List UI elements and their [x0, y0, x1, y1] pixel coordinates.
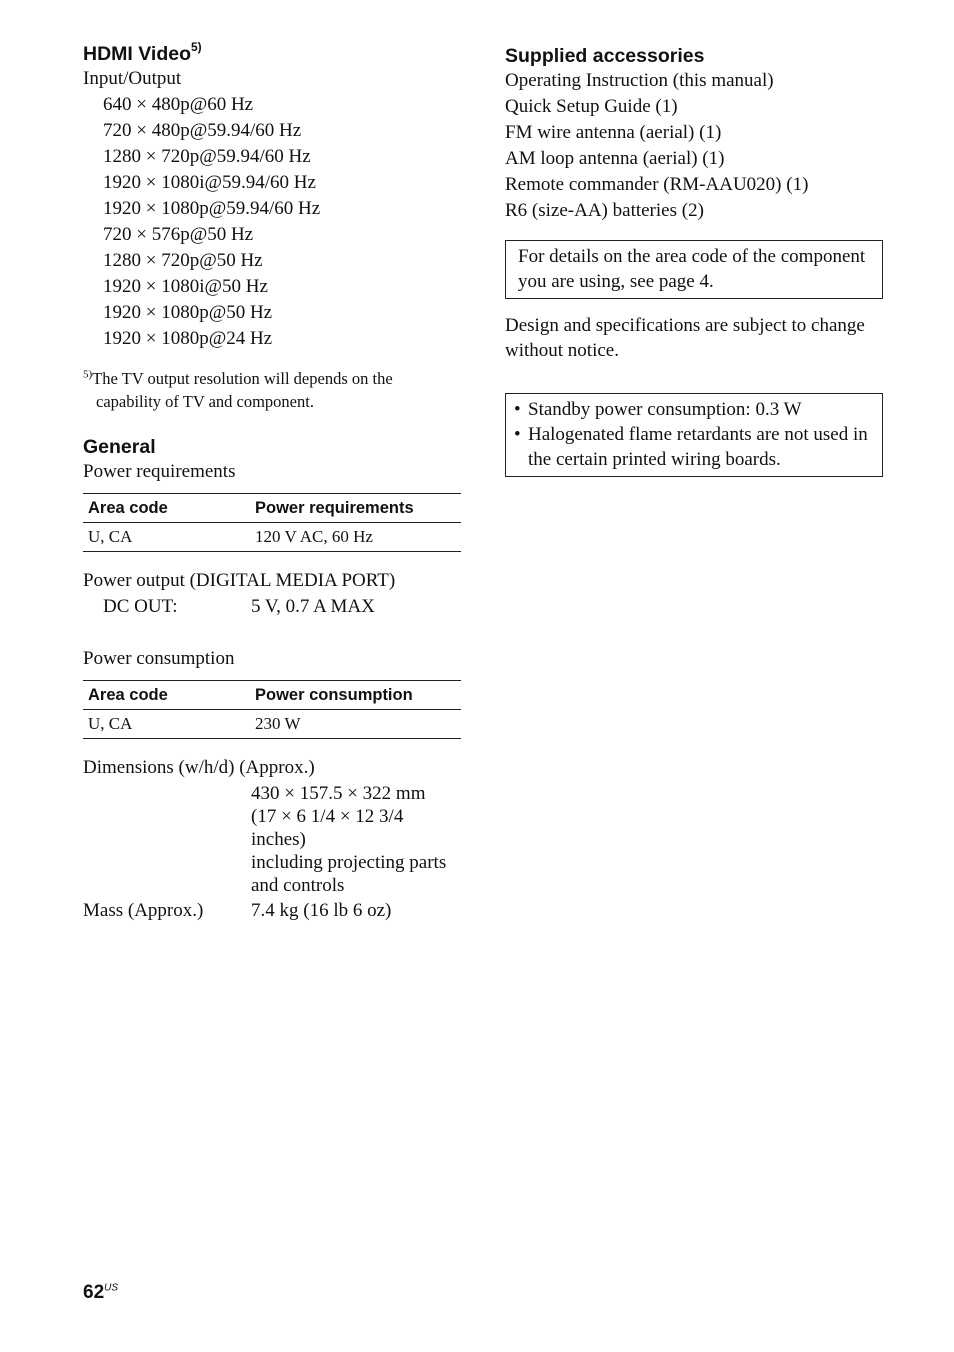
mass-label: Mass (Approx.) — [83, 900, 204, 921]
hdmi-resolution: 1920 × 1080p@24 Hz — [103, 328, 273, 349]
table-cell: 230 W — [250, 710, 461, 739]
hdmi-resolution: 1920 × 1080i@59.94/60 Hz — [103, 172, 316, 193]
list-item: Operating Instruction (this manual) — [505, 70, 774, 91]
hdmi-footnote-ref: 5) — [190, 39, 202, 54]
page-number — [83, 1282, 118, 1304]
hdmi-resolution: 640 × 480p@60 Hz — [103, 94, 254, 115]
list-item: Remote commander (RM-AAU020) (1) — [505, 174, 809, 195]
dc-out-row — [83, 594, 461, 620]
general-heading: General — [83, 436, 156, 458]
hdmi-resolution: 1920 × 1080p@59.94/60 Hz — [103, 198, 321, 219]
list-item — [514, 422, 876, 472]
list-item: R6 (size-AA) batteries (2) — [505, 200, 704, 221]
table-header-row — [83, 681, 461, 710]
page-number-value: 62 — [83, 1282, 105, 1303]
column-header: Area code — [83, 494, 250, 523]
bullet-icon: • — [514, 399, 521, 420]
table-row — [83, 710, 461, 739]
design-notice: Design and specifications are subject to change without notice. — [505, 315, 865, 361]
right-column — [505, 44, 883, 477]
eco-note-text: Standby power consumption: 0.3 W — [528, 399, 802, 420]
dimensions-line: and controls — [251, 875, 345, 896]
bullet-icon: • — [514, 424, 521, 445]
page-region: US — [104, 1282, 119, 1294]
mass-value: 7.4 kg (16 lb 6 oz) — [251, 900, 392, 921]
hdmi-video-heading: HDMI Video$^{5)}$ — [83, 39, 202, 65]
eco-notes-box — [505, 393, 883, 477]
supplied-accessories-heading: Supplied accessories — [505, 45, 705, 67]
dimensions-line: (17 × 6 1/4 × 12 3/4 inches) — [251, 806, 404, 850]
table-cell: U, CA — [83, 710, 250, 739]
hdmi-resolution: 1280 × 720p@59.94/60 Hz — [103, 146, 311, 167]
area-code-note-box — [505, 240, 883, 299]
list-item — [514, 397, 876, 422]
column-header: Area code — [83, 681, 250, 710]
power-output-label: Power output (DIGITAL MEDIA PORT) — [83, 570, 396, 591]
table-row — [83, 523, 461, 552]
area-code-note: For details on the area code of the component you are using, see page 4. — [518, 246, 866, 292]
table-header-row — [83, 494, 461, 523]
hdmi-footnote — [83, 367, 461, 413]
accessories-list — [505, 68, 883, 224]
power-consumption-label: Power consumption — [83, 648, 235, 669]
power-requirements-label: Power requirements — [83, 461, 236, 482]
dc-out-label: DC OUT: — [103, 596, 178, 617]
mass-row — [83, 898, 461, 924]
hdmi-resolution: 1920 × 1080i@50 Hz — [103, 276, 268, 297]
hdmi-resolution: 1280 × 720p@50 Hz — [103, 250, 263, 271]
list-item: AM loop antenna (aerial) (1) — [505, 148, 725, 169]
list-item: FM wire antenna (aerial) (1) — [505, 122, 722, 143]
hdmi-resolution: 1920 × 1080p@50 Hz — [103, 302, 273, 323]
dimensions-line: including projecting parts — [251, 852, 447, 873]
column-header: Power consumption — [250, 681, 461, 710]
dimensions-value — [83, 782, 461, 897]
table-cell: 120 V AC, 60 Hz — [250, 523, 461, 552]
column-header: Power requirements — [250, 494, 461, 523]
power-requirements-table — [83, 493, 461, 552]
hdmi-resolution: 720 × 576p@50 Hz — [103, 224, 254, 245]
dimensions-line: 430 × 157.5 × 322 mm — [251, 783, 426, 804]
list-item: Quick Setup Guide (1) — [505, 96, 678, 117]
footnote-mark: 5) — [83, 368, 93, 381]
left-column — [83, 39, 461, 924]
dc-out-value: 5 V, 0.7 A MAX — [251, 596, 375, 617]
hdmi-io-label: Input/Output — [83, 68, 182, 89]
footnote-text: The TV output resolution will depends on the capability of TV and component. — [92, 369, 393, 411]
power-consumption-table — [83, 680, 461, 739]
hdmi-resolution-list — [83, 92, 461, 352]
eco-note-text: Halogenated flame retardants are not used in the certain printed wiring boards. — [528, 424, 868, 470]
dimensions-label: Dimensions (w/h/d) (Approx.) — [83, 757, 315, 778]
table-cell: U, CA — [83, 523, 250, 552]
hdmi-resolution: 720 × 480p@59.94/60 Hz — [103, 120, 302, 141]
